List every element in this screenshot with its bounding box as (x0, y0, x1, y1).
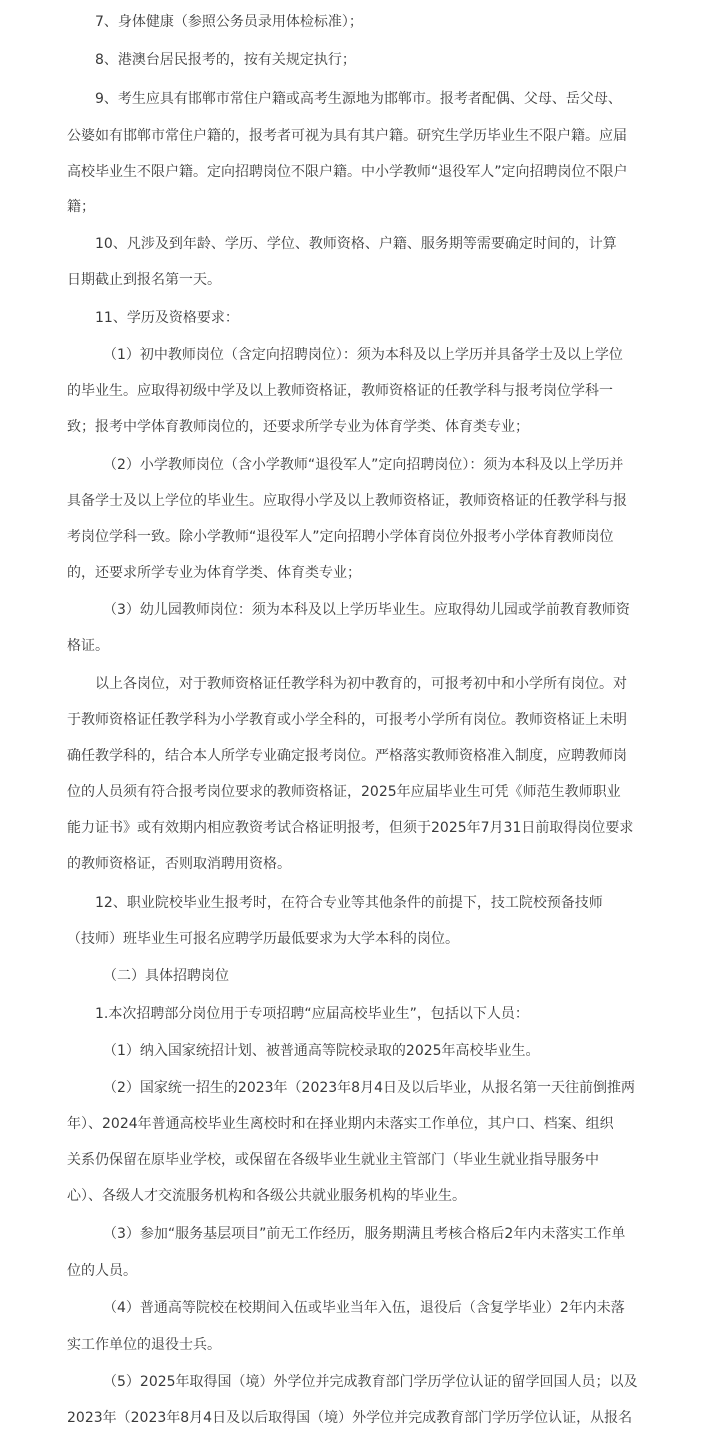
text-line: 日期截止到报名第一天。 (67, 272, 221, 288)
text-line: 实工作单位的退役士兵。 (67, 1337, 221, 1353)
text-line: 年）、2024年普通高校毕业生离校时和在择业期内未落实工作单位，其户口、档案、组织 (67, 1116, 614, 1132)
text-line: 确任教学科的，结合本人所学专业确定报考岗位。严格落实教师资格准入制度，应聘教师岗 (67, 748, 627, 764)
text-line: 的，还要求所学专业为体育学类、体育类专业； (67, 565, 361, 581)
text-line: （3）参加“服务基层项目”前无工作经历，服务期满且考核合格后2年内未落实工作单 (103, 1226, 626, 1242)
text-line: （3）幼儿园教师岗位：须为本科及以上学历毕业生。应取得幼儿园或学前教育教师资 (103, 602, 630, 618)
text-line: （2）国家统一招生的2023年（2023年8月4日及以后毕业，从报名第一天往前倒推两 (103, 1080, 635, 1096)
text-line: （1）纳入国家统招计划、被普通高等院校录取的2025年高校毕业生。 (103, 1043, 540, 1059)
text-line: 位的人员须有符合报考岗位要求的教师资格证，2025年应届毕业生可凭《师范生教师职业 (67, 784, 621, 800)
text-line: （5）2025年取得国（境）外学位并完成教育部门学历学位认证的留学回国人员；以及 (103, 1374, 638, 1390)
text-line: 11、学历及资格要求： (95, 310, 239, 326)
text-line: 2023年（2023年8月4日及以后取得国（境）外学位并完成教育部门学历学位认证，从报名 (67, 1410, 633, 1426)
text-line: 格证。 (67, 638, 109, 654)
text-line: 能力证书》或有效期内相应教资考试合格证明报考，但须于2025年7月31日前取得岗位要求 (67, 820, 634, 836)
text-line: 位的人员。 (67, 1263, 137, 1279)
text-line: 8、港澳台居民报考的，按有关规定执行； (95, 52, 356, 68)
text-line: 10、凡涉及到年龄、学历、学位、教师资格、户籍、服务期等需要确定时间的，计算 (95, 236, 617, 252)
text-line: 具备学士及以上学位的毕业生。应取得小学及以上教师资格证，教师资格证的任教学科与报 (67, 493, 627, 509)
text-line: （2）小学教师岗位（含小学教师“退役军人”定向招聘岗位）：须为本科及以上学历并 (103, 457, 624, 473)
text-line: 9、考生应具有邯郸市常住户籍或高考生源地为邯郸市。报考者配偶、父母、岳父母、 (95, 91, 622, 107)
text-line: 以上各岗位，对于教师资格证任教学科为初中教育的，可报考初中和小学所有岗位。对 (95, 676, 627, 692)
text-line: （4）普通高等院校在校期间入伍或毕业当年入伍，退役后（含复学毕业）2年内未落 (103, 1300, 625, 1316)
text-line: （1）初中教师岗位（含定向招聘岗位）：须为本科及以上学历并具备学士及以上学位 (103, 347, 623, 363)
text-line: 12、职业院校毕业生报考时，在符合专业等其他条件的前提下，技工院校预备技师 (95, 895, 603, 911)
text-line: 于教师资格证任教学科为小学教育或小学全科的，可报考小学所有岗位。教师资格证上未明 (67, 712, 627, 728)
text-line: 公婆如有邯郸市常住户籍的，报考者可视为具有其户籍。研究生学历毕业生不限户籍。应届 (67, 128, 627, 144)
text-line: 心）、各级人才交流服务机构和各级公共就业服务机构的毕业生。 (67, 1188, 466, 1204)
text-line: 1.本次招聘部分岗位用于专项招聘“应届高校毕业生”，包括以下人员： (95, 1006, 529, 1022)
text-line: 关系仍保留在原毕业学校，或保留在各级毕业生就业主管部门（毕业生就业指导服务中 (67, 1152, 599, 1168)
text-line: 高校毕业生不限户籍。定向招聘岗位不限户籍。中小学教师“退役军人”定向招聘岗位不限户 (67, 164, 628, 180)
text-line: 考岗位学科一致。除小学教师“退役军人”定向招聘小学体育岗位外报考小学体育教师岗位 (67, 529, 614, 545)
text-line: 的毕业生。应取得初级中学及以上教师资格证，教师资格证的任教学科与报考岗位学科一 (67, 383, 613, 399)
text-line: 的教师资格证，否则取消聘用资格。 (67, 856, 291, 872)
text-line: 致；报考中学体育教师岗位的，还要求所学专业为体育学类、体育类专业； (67, 419, 529, 435)
section-heading: （二）具体招聘岗位 (103, 968, 229, 984)
text-line: （技师）班毕业生可报名应聘学历最低要求为大学本科的岗位。 (67, 931, 459, 947)
text-line: 籍； (67, 199, 95, 215)
text-line: 7、身体健康（参照公务员录用体检标准）； (95, 14, 363, 30)
